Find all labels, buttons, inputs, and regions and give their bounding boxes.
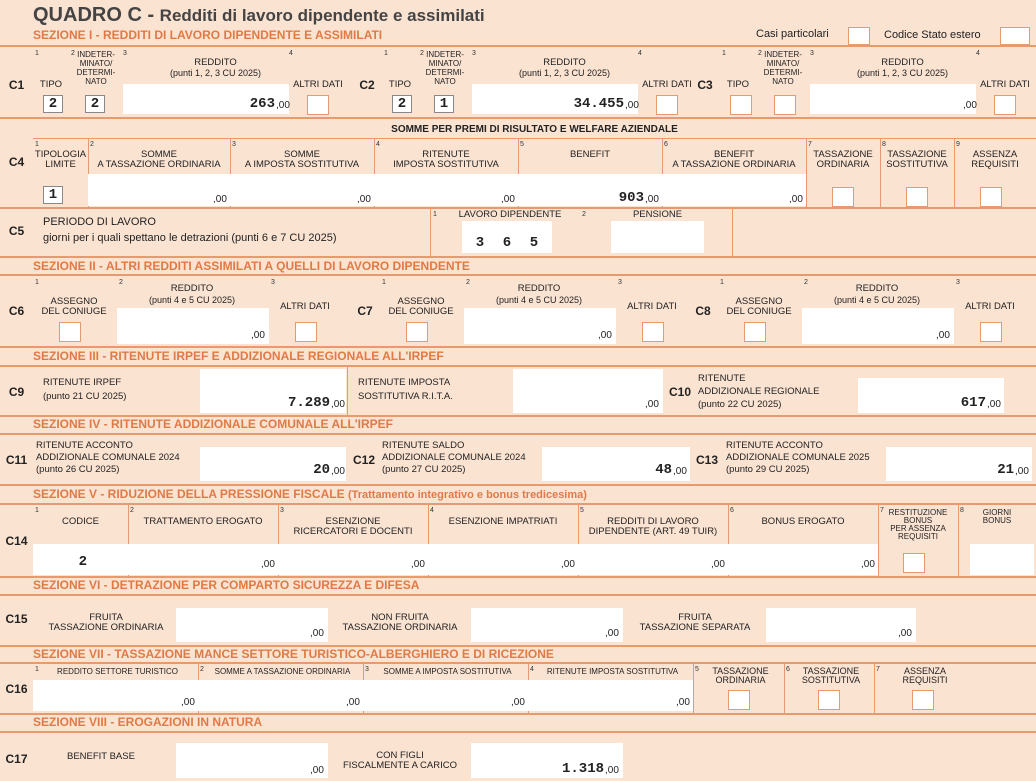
- c12-label: RITENUTE SALDO ADDIZIONALE COMUNALE 2024 (punto 27 CU 2025): [382, 440, 526, 475]
- c10-value: 617: [960, 395, 986, 411]
- giorni-digit-1: 3: [475, 235, 485, 251]
- c6-altri-label: ALTRI DATI: [280, 301, 330, 312]
- c7-assegno-label: ASSEGNO DEL CONIUGE: [388, 296, 454, 317]
- c1-indet-value[interactable]: 2: [85, 95, 105, 113]
- c14-col-7-label: RESTITUZIONE BONUS PER ASSENZA REQUISITI: [888, 508, 948, 541]
- c1-tipo-label: TIPO: [39, 79, 63, 90]
- section-7-title: SEZIONE VII - TASSAZIONE MANCE SETTORE TURISTICO-ALBERGHIERO E DI RICEZIONE: [33, 647, 554, 661]
- c6-altri-field[interactable]: [295, 322, 317, 342]
- c3-altri-label: ALTRI DATI: [980, 79, 1030, 90]
- c14-col-8-label: GIORNI BONUS: [982, 508, 1012, 525]
- c3-reddito-field[interactable]: [810, 84, 976, 114]
- c3-indet-label: INDETER- MINATO/ DETERMI- NATO: [763, 50, 803, 86]
- c3-tipo-field[interactable]: [730, 95, 752, 115]
- section-5-title: SEZIONE V - RIDUZIONE DELLA PRESSIONE FISCALE (Trattamento integrativo e bonus tredicesima): [33, 487, 587, 501]
- c4-tipologia-value[interactable]: 1: [43, 186, 63, 204]
- c14-col-6-field[interactable]: [728, 544, 878, 575]
- c16-col-7-check[interactable]: [912, 690, 934, 710]
- codice-stato-field[interactable]: [1000, 27, 1030, 45]
- c4-col-2-field[interactable]: [88, 174, 230, 206]
- c7-altri-label: ALTRI DATI: [627, 301, 677, 312]
- quadro-title: [33, 4, 485, 27]
- c6-reddito-label: REDDITO: [170, 283, 214, 294]
- c1-indet-label: INDETER- MINATO/ DETERMI- NATO: [76, 50, 116, 86]
- c4-col-7-label: TASSAZIONE ORDINARIA: [813, 149, 873, 170]
- c4-col-3-field[interactable]: [230, 174, 374, 206]
- row-c13-label: C13: [695, 453, 718, 467]
- row-c4-label: C4: [8, 155, 25, 169]
- c16-col-3-field[interactable]: [363, 680, 528, 711]
- c2-indet-value[interactable]: 1: [434, 95, 454, 113]
- rita-label: RITENUTE IMPOSTA SOSTITUTIVA R.I.T.A.: [358, 377, 453, 402]
- c14-col-4-label: ESENZIONE IMPATRIATI: [448, 516, 558, 527]
- row-c17-label: C17: [5, 752, 28, 766]
- c4-title: SOMME PER PREMI DI RISULTATO E WELFARE AZIENDALE: [391, 124, 678, 135]
- casi-particolari-field[interactable]: [848, 27, 870, 45]
- row-c7-label: C7: [357, 304, 373, 318]
- c8-altri-field[interactable]: [980, 322, 1002, 342]
- c1-reddito-sub: (punti 1, 2, 3 CU 2025): [169, 68, 262, 78]
- c3-altri-field[interactable]: [994, 95, 1016, 115]
- c9-value: 7.289: [287, 395, 330, 411]
- c2-reddito-value: 34.455: [573, 96, 624, 112]
- c14-giorni-field[interactable]: [970, 544, 1034, 575]
- casi-particolari-label: Casi particolari: [756, 28, 829, 40]
- c14-col-5-label: REDDITI DI LAVORO DIPENDENTE (ART. 49 TUIR): [588, 516, 718, 537]
- c4-col-4-field[interactable]: [374, 174, 518, 206]
- row-c8-label: C8: [695, 304, 711, 318]
- c4-col-6-field[interactable]: [662, 174, 806, 206]
- c17-figli-label: CON FIGLI FISCALMENTE A CARICO: [342, 750, 458, 771]
- c14-col-3-field[interactable]: [278, 544, 428, 575]
- c3-indet-field[interactable]: [774, 95, 796, 115]
- quadro-subtitle: Redditi di lavoro dipendente e assimilati: [159, 6, 485, 25]
- c15-non-fruita-label: NON FRUITA TASSAZIONE ORDINARIA: [342, 612, 458, 633]
- c15-fruita-label: FRUITA TASSAZIONE ORDINARIA: [48, 612, 164, 633]
- c4-col-2-label: SOMME A TASSAZIONE ORDINARIA: [97, 149, 221, 170]
- c14-col-2-label: TRATTAMENTO EROGATO: [143, 516, 263, 527]
- c1-reddito-label: REDDITO: [194, 57, 237, 68]
- section-6-title: SEZIONE VI - DETRAZIONE PER COMPARTO SICUREZZA E DIFESA: [33, 578, 420, 592]
- rita-field[interactable]: [513, 369, 663, 413]
- c16-col-1-field[interactable]: [33, 680, 198, 711]
- c10-label: RITENUTE ADDIZIONALE REGIONALE (punto 22 CU 2025): [698, 373, 820, 410]
- c1-reddito-value: 263: [249, 96, 275, 112]
- c16-col-6-label: TASSAZIONE SOSTITUTIVA: [801, 666, 861, 685]
- c4-col-8-check[interactable]: [906, 187, 928, 207]
- c8-reddito-sub: (punti 4 e 5 CU 2025): [833, 295, 921, 305]
- c4-col-5-label: BENEFIT: [569, 149, 611, 160]
- c14-col-5-field[interactable]: [578, 544, 728, 575]
- row-c2-label: C2: [359, 78, 375, 92]
- c2-altri-field[interactable]: [656, 95, 678, 115]
- c4-col-9-check[interactable]: [980, 187, 1002, 207]
- c16-col-3-label: SOMME A IMPOSTA SOSTITUTIVA: [383, 667, 512, 676]
- row-c14-label: C14: [5, 534, 28, 548]
- c16-col-1-label: REDDITO SETTORE TURISTICO: [57, 667, 178, 676]
- c9-label: RITENUTE IRPEF (punto 21 CU 2025): [43, 377, 127, 402]
- c16-col-5-label: TASSAZIONE ORDINARIA: [712, 666, 769, 685]
- c17-value: 1.318: [561, 761, 604, 777]
- c6-reddito-field[interactable]: [117, 308, 269, 344]
- c4-col-1-label: TIPOLOGIA LIMITE: [34, 149, 87, 170]
- c4-col-3-label: SOMME A IMPOSTA SOSTITUTIVA: [244, 149, 360, 170]
- c2-reddito-label: REDDITO: [543, 57, 586, 68]
- c16-col-2-label: SOMME A TASSAZIONE ORDINARIA: [214, 667, 351, 676]
- c16-col-7-label: ASSENZA REQUISITI: [902, 666, 948, 685]
- row-c16-label: C16: [5, 682, 28, 696]
- c6-assegno-field[interactable]: [59, 322, 81, 342]
- c4-col-6-label: BENEFIT A TASSAZIONE ORDINARIA: [672, 149, 796, 170]
- c2-indet-label: INDETER- MINATO/ DETERMI- NATO: [425, 50, 465, 86]
- section-3-title: SEZIONE III - RITENUTE IRPEF E ADDIZIONALE REGIONALE ALL'IRPEF: [33, 349, 444, 363]
- c2-reddito-sub: (punti 1, 2, 3 CU 2025): [518, 68, 611, 78]
- c6-reddito-sub: (punti 4 e 5 CU 2025): [148, 295, 236, 305]
- c15-non-fruita-field[interactable]: [471, 608, 623, 642]
- lavoro-dipendente-label: LAVORO DIPENDENTE: [458, 209, 562, 220]
- section-2-title: SEZIONE II - ALTRI REDDITI ASSIMILATI A QUELLI DI LAVORO DIPENDENTE: [33, 259, 470, 273]
- c5-label-2: giorni per i quali spettano le detrazioni (punti 6 e 7 CU 2025): [43, 232, 337, 244]
- c2-tipo-label: TIPO: [388, 79, 412, 90]
- c13-label: RITENUTE ACCONTO ADDIZIONALE COMUNALE 2025 (punto 29 CU 2025): [726, 440, 870, 475]
- c14-col-1-label: CODICE: [62, 516, 99, 527]
- c5-label-1: PERIODO DI LAVORO: [43, 216, 156, 228]
- row-c1-label: C1: [8, 78, 25, 92]
- c7-reddito-field[interactable]: [464, 308, 616, 344]
- pensione-label: PENSIONE: [632, 209, 683, 220]
- section-8-title: SEZIONE VIII - EROGAZIONI IN NATURA: [33, 715, 263, 729]
- section-4-title: SEZIONE IV - RITENUTE ADDIZIONALE COMUNALE ALL'IRPEF: [33, 417, 393, 431]
- c8-reddito-field[interactable]: [802, 308, 954, 344]
- c7-reddito-sub: (punti 4 e 5 CU 2025): [495, 295, 583, 305]
- c14-col-4-field[interactable]: [428, 544, 578, 575]
- c14-restituzione-check[interactable]: [903, 553, 925, 573]
- c1-altri-label: ALTRI DATI: [293, 79, 343, 90]
- giorni-digit-3: 5: [529, 235, 539, 251]
- c11-value: 20: [313, 462, 330, 478]
- c7-assegno-field[interactable]: [406, 322, 428, 342]
- c2-tipo-value[interactable]: 2: [392, 95, 412, 113]
- c1-altri-field[interactable]: [307, 95, 329, 115]
- c14-col-6-label: BONUS EROGATO: [761, 516, 845, 527]
- c16-col-5-check[interactable]: [728, 690, 750, 710]
- c3-reddito-label: REDDITO: [881, 57, 924, 68]
- c4-col-9-label: ASSENZA REQUISITI: [971, 149, 1019, 170]
- c1-tipo-value[interactable]: 2: [43, 95, 63, 113]
- row-c3-label: C3: [697, 78, 713, 92]
- row-c6-label: C6: [8, 304, 25, 318]
- c14-col-2-field[interactable]: [128, 544, 278, 575]
- c15-separata-field[interactable]: [766, 608, 916, 642]
- c4-benefit-value: 903: [618, 190, 644, 206]
- c6-assegno-label: ASSEGNO DEL CONIUGE: [41, 296, 107, 317]
- c13-value: 21: [997, 462, 1014, 478]
- c3-tipo-label: TIPO: [726, 79, 750, 90]
- c11-label: RITENUTE ACCONTO ADDIZIONALE COMUNALE 2024 (punto 26 CU 2025): [36, 440, 180, 475]
- row-c11-label: C11: [5, 453, 28, 467]
- c16-col-4-label: RITENUTE IMPOSTA SOSTITUTIVA: [546, 667, 679, 676]
- c16-col-4-field[interactable]: [528, 680, 693, 711]
- row-c12-label: C12: [352, 453, 375, 467]
- c4-col-4-label: RITENUTE IMPOSTA SOSTITUTIVA: [393, 149, 499, 170]
- c7-reddito-label: REDDITO: [517, 283, 561, 294]
- c16-col-6-check[interactable]: [818, 690, 840, 710]
- c8-assegno-label: ASSEGNO DEL CONIUGE: [726, 296, 792, 317]
- c14-codice-value: 2: [78, 554, 87, 570]
- c8-altri-label: ALTRI DATI: [965, 301, 1015, 312]
- row-c10-label: C10: [668, 385, 691, 399]
- c4-col-8-label: TASSAZIONE SOSTITUTIVA: [886, 149, 948, 170]
- c17-base-field[interactable]: [176, 743, 328, 778]
- section-1-title: SEZIONE I - REDDITI DI LAVORO DIPENDENTE E ASSIMILATI: [33, 28, 383, 42]
- row-c15-label: C15: [5, 612, 28, 626]
- c2-altri-label: ALTRI DATI: [642, 79, 692, 90]
- row-c5-label: C5: [8, 224, 25, 238]
- giorni-digit-2: 6: [502, 235, 512, 251]
- c14-col-3-label: ESENZIONE RICERCATORI E DOCENTI: [293, 516, 413, 537]
- c15-separata-label: FRUITA TASSAZIONE SEPARATA: [639, 612, 751, 633]
- c4-col-7-check[interactable]: [832, 187, 854, 207]
- quadro-label: QUADRO C -: [33, 4, 155, 26]
- c12-value: 48: [655, 462, 672, 478]
- c8-assegno-field[interactable]: [744, 322, 766, 342]
- c3-reddito-sub: (punti 1, 2, 3 CU 2025): [856, 68, 949, 78]
- row-c9-label: C9: [8, 385, 25, 399]
- pensione-field[interactable]: [611, 221, 704, 253]
- c16-col-2-field[interactable]: [198, 680, 363, 711]
- c8-reddito-label: REDDITO: [855, 283, 899, 294]
- c15-fruita-field[interactable]: [176, 608, 328, 642]
- c7-altri-field[interactable]: [642, 322, 664, 342]
- codice-stato-label: Codice Stato estero: [884, 29, 981, 41]
- c17-base-label: BENEFIT BASE: [67, 751, 135, 762]
